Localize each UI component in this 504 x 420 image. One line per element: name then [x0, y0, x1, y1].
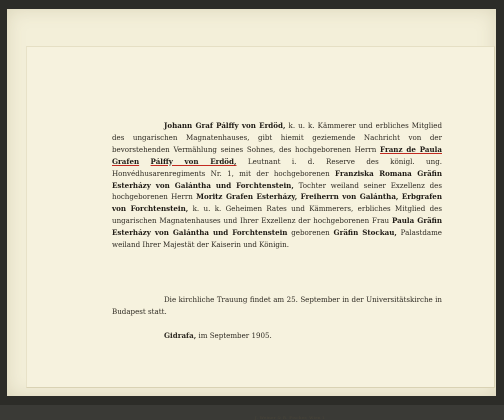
body-text-5: geborenen [291, 228, 330, 238]
announcement-card [26, 46, 495, 420]
groom-name-first: Franz de Paula Grafen [112, 144, 442, 166]
body-text-2: Leutnant i. d. Reserve des königl. ung. Honvédhusarenregiments Nr. 1, mit der hochgeborenen [112, 156, 442, 178]
body-text-6: Palastdame weiland Ihrer Majestät der Kaiserin und Königin. [112, 228, 443, 250]
place-date-line [164, 331, 272, 340]
body-text-1: k. u. k. Kämmerer und erbliches Mitglied des ungarischen Magnatenhauses, gibt hiemit geziemende Nachricht von der bevorstehenden Vermählung seines Sohnes, des hochgeborenen Herrn [112, 121, 442, 154]
bride-mother-name: Paula Gräfin Esterházy von Galántha und Forchtenstein [112, 216, 442, 238]
bride-father-name: Moritz Grafen Esterházy, Freiherrn von Galántha, Erbgrafen von Forchtenstein, [112, 192, 442, 214]
paper-sheet [7, 9, 496, 420]
body-text-3: Tochter weiland seiner Exzellenz des hochgeborenen Herrn [112, 180, 442, 202]
ceremony-note: Die kirchliche Trauung findet am 25. September in der Universitätskirche in Budapest statt. [112, 295, 442, 316]
bride-name: Franziska Romana Gräfin Esterházy von Galántha und Forchtenstein, [112, 168, 442, 190]
body-text-4: k. u. k. Geheimen Rates und Kämmerers, erbliches Mitglied des ungarischen Magnatenhauses und Ihrer Exzellenz der hochgeborenen Frau [112, 204, 442, 226]
announcement-body [112, 120, 442, 251]
sender-name: Johann Graf Pálffy von Erdöd, [164, 121, 286, 130]
printer-imprint: J. Weiner & R. Fischer, Wien I. [255, 415, 326, 420]
groom-name-last: Pálffy von Erdöd, [150, 156, 237, 166]
date-text: im September 1905. [198, 331, 272, 340]
place-name: Gidrafa, [164, 331, 197, 340]
bride-mother-birth-name: Gräfin Stockau, [333, 228, 397, 238]
